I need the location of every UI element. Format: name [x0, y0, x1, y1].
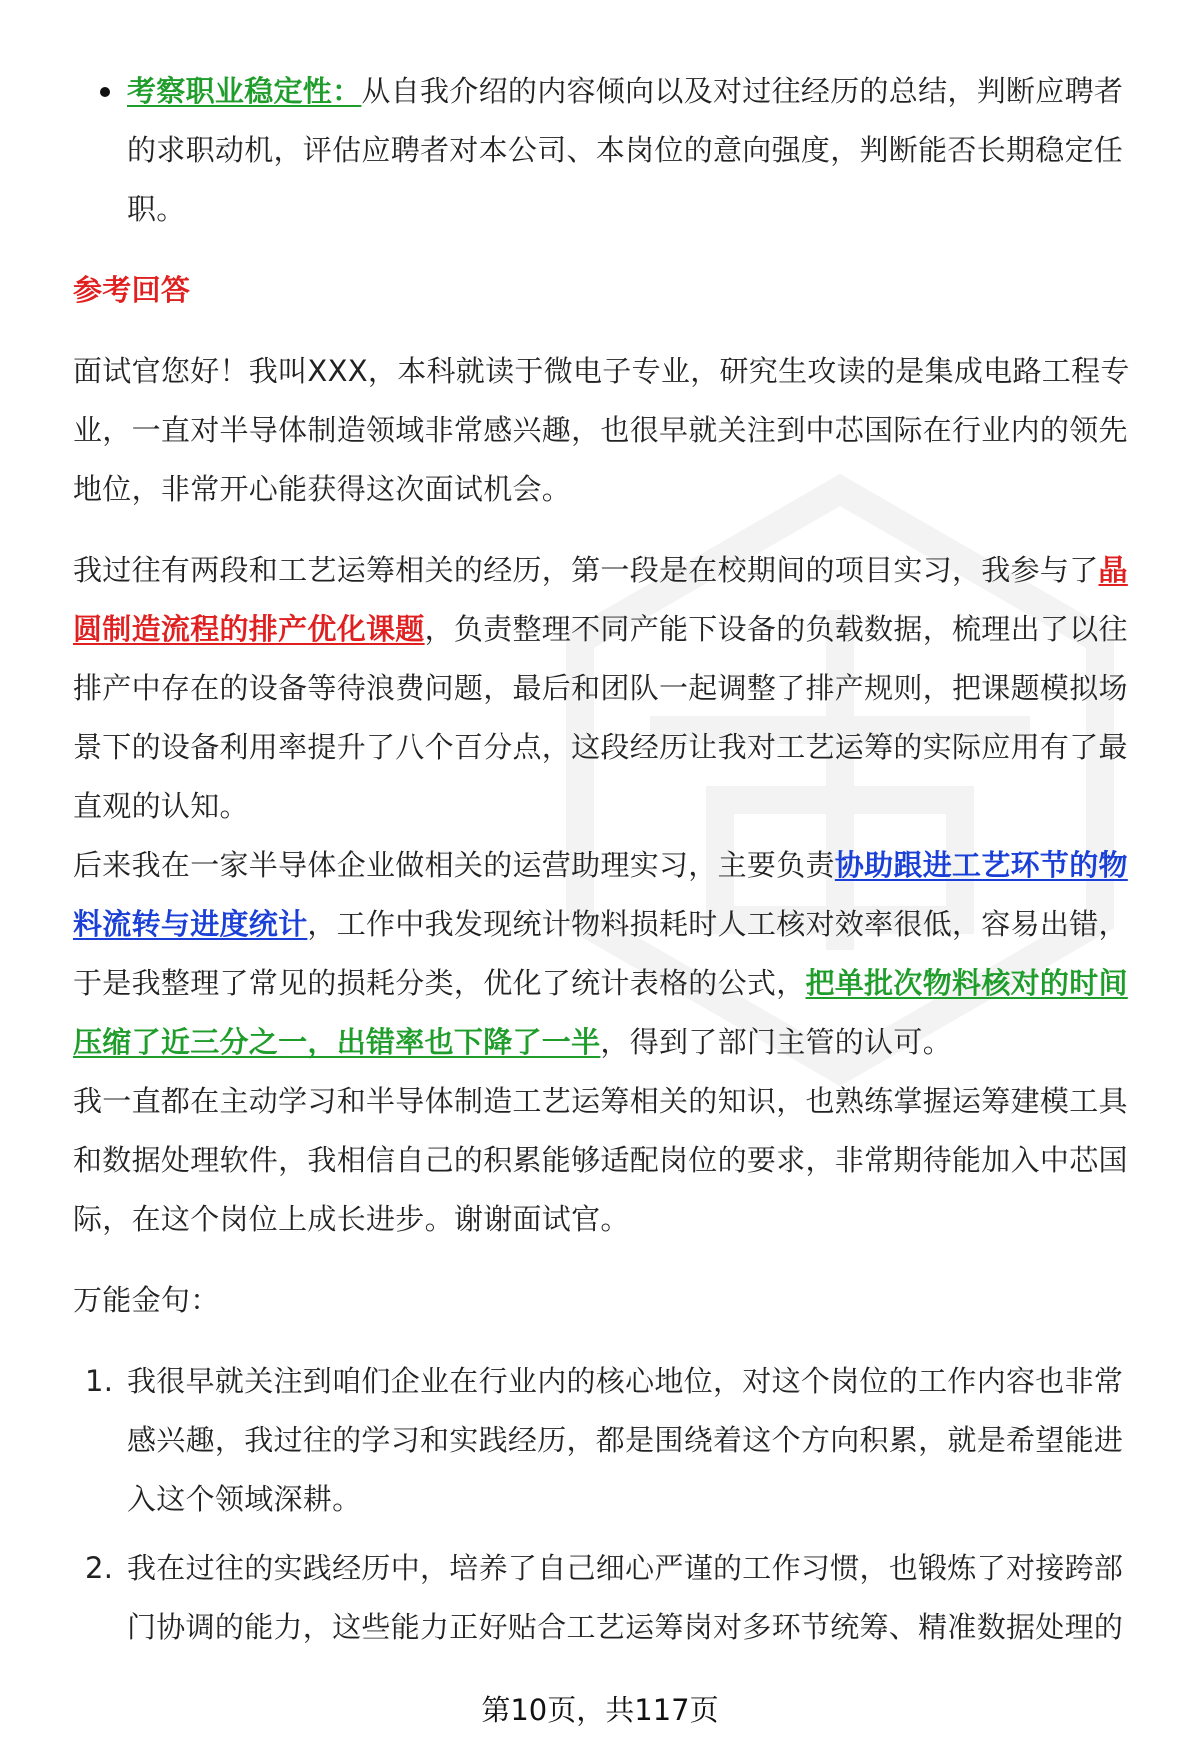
list-item [73, 1539, 1145, 1657]
answer-paragraph-1: 面试官您好！我叫XXX，本科就读于微电子专业，研究生攻读的是集成电路工程专业，一直对半导体制造领域非常感兴趣，也很早就关注到中芯国际在行业内的领先地位，非常开心能获得这次面试机会。 [73, 354, 1130, 506]
list-item-text: 我很早就关注到咱们企业在行业内的核心地位，对这个岗位的工作内容也非常感兴趣，我过往的学习和实践经历，都是围绕着这个方向积累，就是希望能进入这个领域深耕。 [127, 1364, 1124, 1516]
list-item-text: 我在过往的实践经历中，培养了自己细心严谨的工作习惯，也锻炼了对接跨部门协调的能力，这些能力正好贴合工艺运筹岗对多环节统筹、精准数据处理的 [127, 1551, 1124, 1644]
list-item-number: 2. [85, 1551, 114, 1585]
bullet-dot-icon [100, 87, 110, 97]
golden-sentences-heading: 万能金句： [73, 1283, 220, 1317]
reference-answer-heading: 参考回答 [73, 273, 191, 307]
bullet-label: 考察职业稳定性： [127, 74, 362, 108]
bullet-item [73, 62, 1145, 239]
bullet-text: 从自我介绍的内容倾向以及对过往经历的总结，判断应聘者的求职动机，评估应聘者对本公司、本岗位的意向强度，判断能否长期稳定任职。 [127, 74, 1124, 226]
p3-text-before: 后来我在一家半导体企业做相关的运营助理实习，主要负责 [73, 848, 835, 882]
p3-text-middle: ，工作中我发现统计物料损耗时人工核对效率很低，容易出错，于是我整理了常见的损耗分类，优化了统计表格的公式， [73, 907, 1128, 1000]
answer-paragraph-2 [73, 541, 1145, 836]
p3-highlight-green: 把单批次物料核对的时间压缩了近三分之一，出错率也下降了一半 [73, 966, 1128, 1059]
p3-highlight-blue: 协助跟进工艺环节的物料流转与进度统计 [73, 848, 1128, 941]
answer-paragraph-4: 我一直都在主动学习和半导体制造工艺运筹相关的知识，也熟练掌握运筹建模工具和数据处理软件，我相信自己的积累能够适配岗位的要求，非常期待能加入中芯国际，在这个岗位上成长进步。谢谢面试官。 [73, 1084, 1128, 1236]
page-footer: 第10页，共117页 [481, 1693, 719, 1727]
answer-paragraph-3 [73, 836, 1145, 1072]
list-item-number: 1. [85, 1364, 114, 1398]
list-item [73, 1352, 1145, 1529]
golden-sentences-list [73, 1352, 1145, 1657]
p3-text-after: ，得到了部门主管的认可。 [600, 1025, 953, 1059]
document-body [73, 62, 1145, 1667]
p2-highlight-red: 晶圆制造流程的排产优化课题 [73, 553, 1128, 646]
p2-text-after: ，负责整理不同产能下设备的负载数据，梳理出了以往排产中存在的设备等待浪费问题，最后和团队一起调整了排产规则，把课题模拟场景下的设备利用率提升了八个百分点，这段经历让我对工艺运筹的实际应用有了最直观的认知。 [73, 612, 1128, 823]
p2-text-before: 我过往有两段和工艺运筹相关的经历，第一段是在校期间的项目实习，我参与了 [73, 553, 1099, 587]
